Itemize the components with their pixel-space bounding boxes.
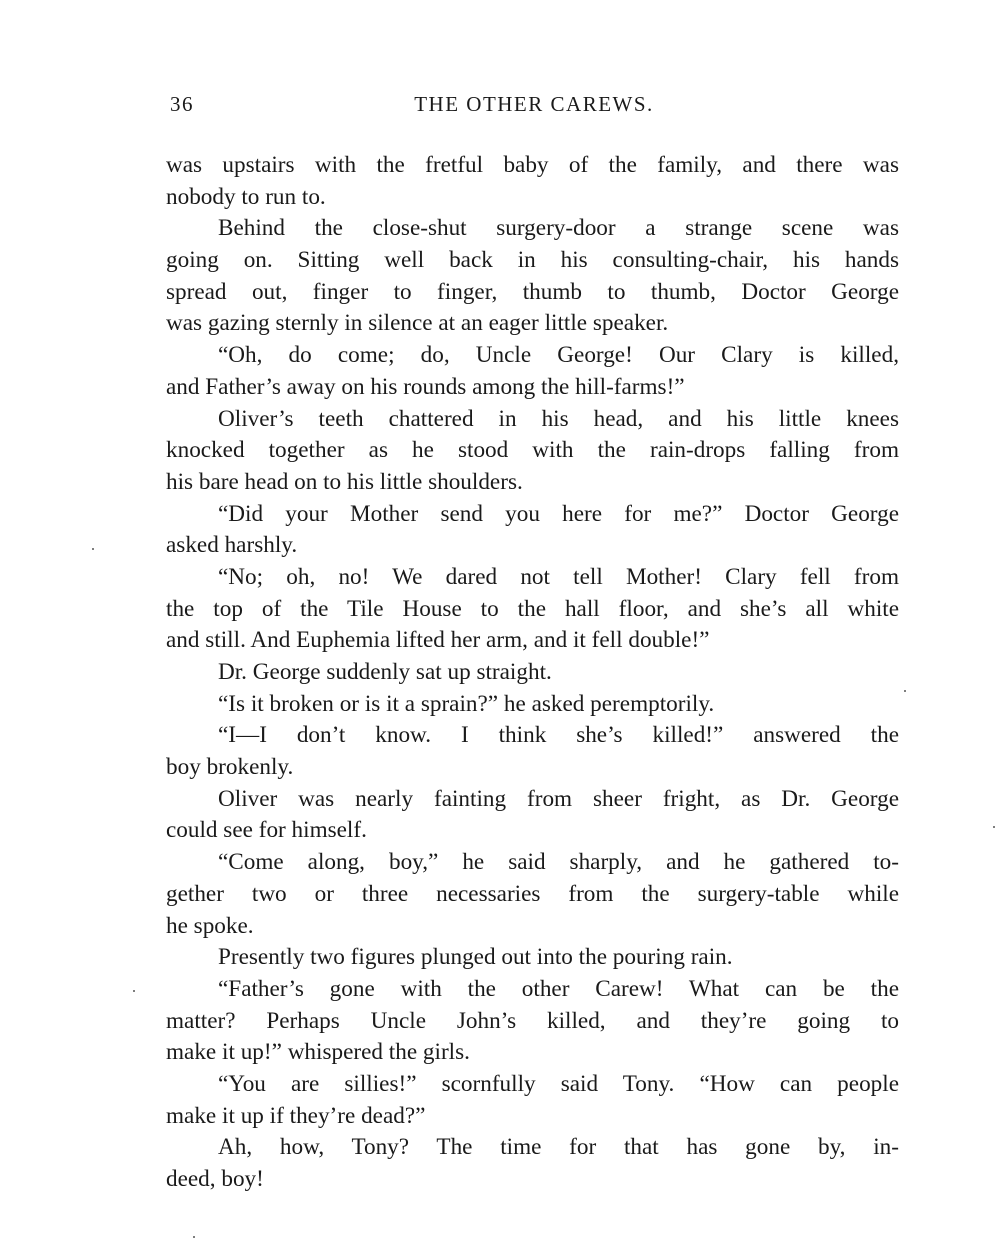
text-line: “I—I don’t know. I think she’s killed!” answered the bbox=[218, 722, 899, 749]
text-line: “Did your Mother send you here for me?” Doctor George bbox=[218, 500, 899, 527]
text-line: asked harshly. bbox=[166, 532, 298, 559]
text-line: nobody to run to. bbox=[166, 183, 326, 210]
text-line: was upstairs with the fretful baby of the family, and there was bbox=[166, 152, 899, 178]
text-line: Behind the close-shut surgery-door a strange scene was bbox=[218, 215, 899, 242]
scan-speck bbox=[133, 990, 135, 992]
text-line: the top of the Tile House to the hall floor, and she’s all white bbox=[166, 595, 899, 622]
text-line: Oliver was nearly fainting from sheer fright, as Dr. George bbox=[218, 785, 899, 812]
scan-speck bbox=[904, 690, 906, 692]
text-line: and Father’s away on his rounds among the hill-farms!” bbox=[166, 373, 685, 400]
text-line: Oliver’s teeth chattered in his head, and his little knees bbox=[218, 405, 899, 432]
scan-speck bbox=[993, 826, 995, 828]
text-line: matter? Perhaps Uncle John’s killed, and they’re going to bbox=[166, 1007, 899, 1034]
text-line: he spoke. bbox=[166, 912, 254, 939]
scan-speck bbox=[92, 548, 94, 550]
text-line: “No; oh, no! We dared not tell Mother! Clary fell from bbox=[218, 563, 899, 590]
text-line: was gazing sternly in silence at an eager little speaker. bbox=[166, 310, 669, 337]
text-line: deed, boy! bbox=[166, 1166, 264, 1192]
text-line: “Come along, boy,” he said sharply, and he gathered to- bbox=[218, 849, 899, 876]
text-line: could see for himself. bbox=[166, 817, 367, 844]
text-line: “You are sillies!” scornfully said Tony. “How can people bbox=[218, 1070, 899, 1097]
text-line: gether two or three necessaries from the surgery-table while bbox=[166, 880, 899, 907]
scan-speck bbox=[193, 1236, 195, 1238]
text-line: Presently two figures plunged out into the pouring rain. bbox=[218, 944, 733, 971]
text-line: Ah, how, Tony? The time for that has gone by, in- bbox=[218, 1134, 899, 1161]
text-line: and still. And Euphemia lifted her arm, and it fell double!” bbox=[166, 627, 710, 654]
body-text bbox=[166, 150, 899, 1196]
text-line: knocked together as he stood with the rain-drops falling from bbox=[166, 437, 899, 464]
text-line: boy brokenly. bbox=[166, 754, 294, 781]
text-line: Dr. George suddenly sat up straight. bbox=[218, 659, 552, 685]
page-header bbox=[170, 92, 898, 122]
text-line: “Father’s gone with the other Carew! What can be the bbox=[218, 975, 899, 1002]
text-line: “Is it broken or is it a sprain?” he asked peremptorily. bbox=[218, 690, 715, 717]
text-line: make it up!” whispered the girls. bbox=[166, 1039, 470, 1066]
text-line: make it up if they’re dead?” bbox=[166, 1102, 426, 1129]
text-line: spread out, finger to finger, thumb to thumb, Doctor George bbox=[166, 278, 899, 305]
running-title: THE OTHER CAREWS. bbox=[414, 92, 654, 116]
page-number: 36 bbox=[170, 92, 194, 116]
text-line: his bare head on to his little shoulders. bbox=[166, 468, 523, 495]
text-line: going on. Sitting well back in his consulting-chair, his hands bbox=[166, 247, 899, 274]
text-line: “Oh, do come; do, Uncle George! Our Clary is killed, bbox=[218, 342, 899, 369]
